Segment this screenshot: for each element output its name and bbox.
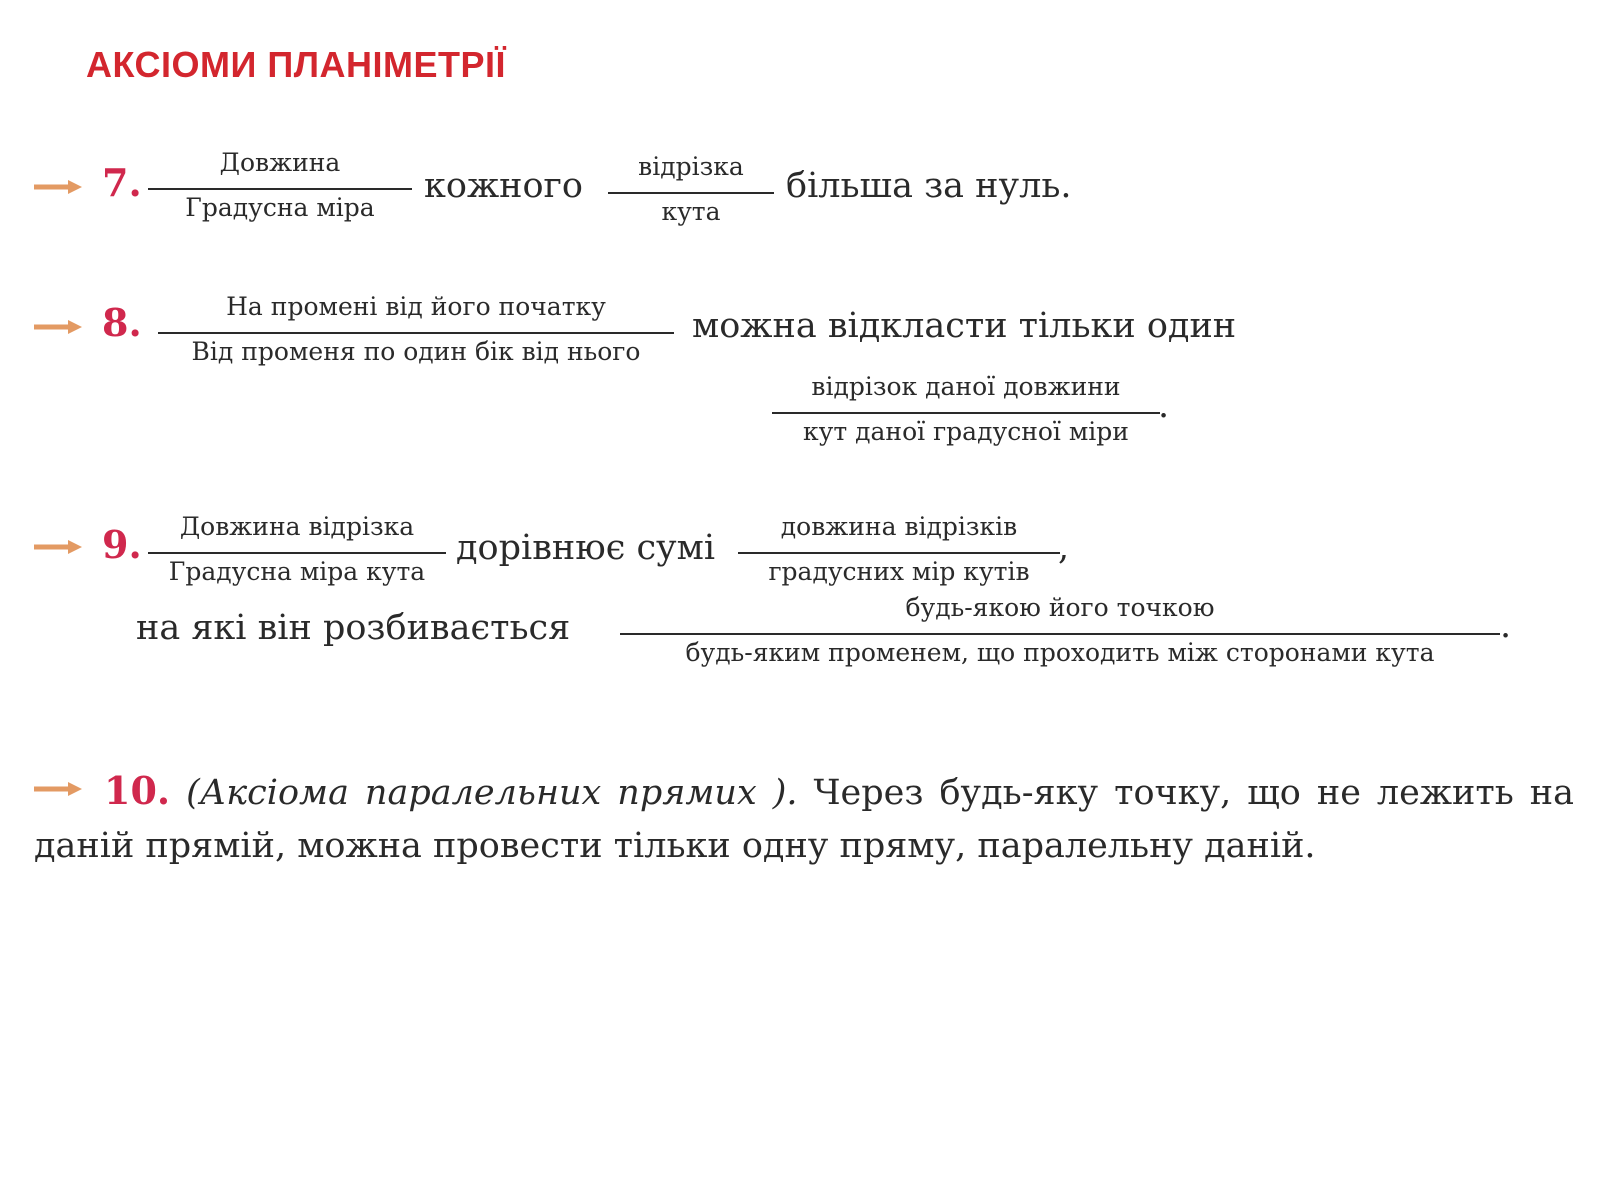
axiom-punctuation: . bbox=[1500, 606, 1512, 646]
fraction bbox=[158, 292, 674, 392]
axiom-punctuation: . bbox=[1158, 386, 1170, 426]
fraction-line bbox=[148, 188, 412, 190]
fraction-top: відрізка bbox=[638, 152, 744, 181]
fraction-bottom: Градусна міра кута bbox=[168, 557, 426, 586]
axiom-number: 8. bbox=[102, 300, 142, 345]
fraction-top: Довжина bbox=[219, 148, 341, 177]
fraction-top: довжина відрізків bbox=[780, 512, 1018, 541]
fraction-top: На промені від його початку bbox=[226, 292, 606, 321]
fraction-bottom: градусних мір кутів bbox=[768, 557, 1030, 586]
axiom-10-paragraph bbox=[34, 764, 1574, 873]
fraction-bottom: кута bbox=[661, 197, 721, 226]
axiom-text: можна відкласти тільки один bbox=[692, 306, 1237, 346]
fraction-line bbox=[148, 552, 446, 554]
arrow-icon bbox=[34, 540, 82, 554]
arrow-icon bbox=[34, 180, 82, 194]
axiom-punctuation: , bbox=[1058, 528, 1070, 568]
fraction-top: будь-якою його точкою bbox=[905, 593, 1215, 622]
fraction-bottom: Від променя по один бік від нього bbox=[191, 337, 641, 366]
fraction-line bbox=[772, 412, 1160, 414]
axiom-number: 7. bbox=[102, 160, 142, 205]
axiom-text: на які він розбивається bbox=[136, 608, 571, 648]
axiom-text: більша за нуль. bbox=[786, 166, 1072, 206]
axiom-text: Через будь-яку точку, що не лежить на даній прямій, можна провести тільки одну пряму, паралельну даній. bbox=[34, 773, 1574, 866]
axiom-number: 10. bbox=[104, 768, 171, 813]
fraction-bottom: будь-яким променем, що проходить між сторонами кута bbox=[685, 638, 1435, 667]
fraction-top: відрізок даної довжини bbox=[811, 372, 1121, 401]
fraction-bottom: Градусна міра bbox=[185, 193, 375, 222]
page-title: АКСІОМИ ПЛАНІМЕТРІЇ bbox=[86, 44, 506, 85]
fraction bbox=[608, 152, 774, 252]
axiom-text: кожного bbox=[424, 166, 583, 206]
arrow-icon bbox=[34, 320, 82, 334]
fraction bbox=[148, 148, 412, 248]
fraction bbox=[620, 593, 1500, 693]
fraction-line bbox=[738, 552, 1060, 554]
fraction bbox=[772, 372, 1160, 472]
axiom-text: дорівнює сумі bbox=[456, 528, 716, 568]
fraction-top: Довжина відрізка bbox=[179, 512, 415, 541]
fraction-line bbox=[620, 633, 1500, 635]
fraction bbox=[148, 512, 446, 612]
fraction-bottom: кут даної градусної міри bbox=[803, 417, 1129, 446]
axiom-name: (Аксіома паралельних прямих ). bbox=[186, 773, 798, 813]
fraction-line bbox=[158, 332, 674, 334]
fraction-line bbox=[608, 192, 774, 194]
axiom-number: 9. bbox=[102, 522, 142, 567]
